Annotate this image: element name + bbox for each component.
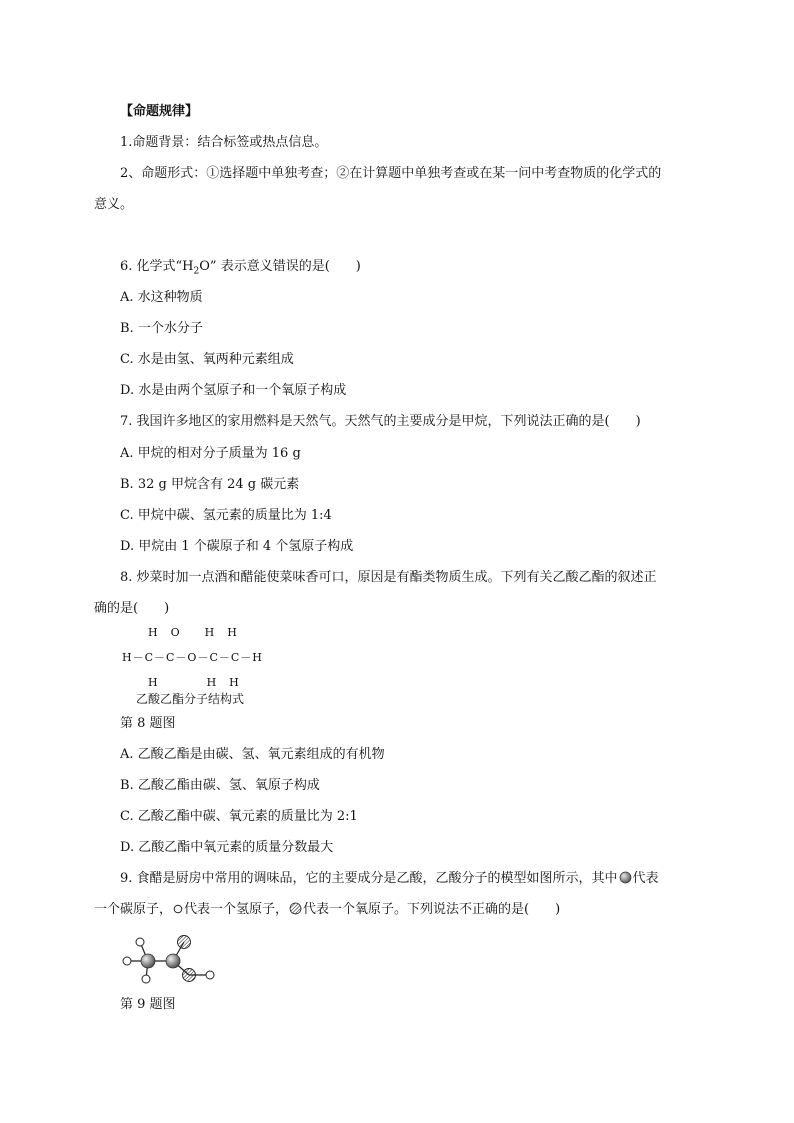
q6-stem-subscript: 2 (193, 266, 200, 277)
rule-point-1: 1.命题背景：结合标签或热点信息。 (120, 135, 328, 150)
q7-option-c[interactable]: C. 甲烷中碳、氢元素的质量比为 1:4 (120, 508, 332, 523)
q6-stem (120, 259, 361, 280)
q6-stem-prefix: 6. 化学式“H (120, 259, 194, 274)
q8-figure-label: 第 8 题图 (120, 716, 176, 731)
q8-option-d[interactable]: D. 乙酸乙酯中氧元素的质量分数最大 (120, 840, 334, 855)
q9-figure-label: 第 9 题图 (120, 997, 176, 1012)
q7-option-a[interactable]: A. 甲烷的相对分子质量为 16 g (120, 446, 301, 461)
oxygen-atom-icon (289, 902, 302, 915)
carbon-atom-icon (619, 871, 632, 884)
q9-stem-part1: 9. 食醋是厨房中常用的调味品，它的主要成分是乙酸，乙酸分子的模型如图所示，其中 (120, 871, 618, 886)
q6-option-c[interactable]: C. 水是由氢、氧两种元素组成 (120, 352, 294, 367)
formula-top-row: H O H H (148, 626, 238, 639)
q8-stem: 8. 炒菜时加一点酒和醋能使菜味香可口，原因是有酯类物质生成。下列有关乙酸乙酯的叙述正 (120, 570, 657, 585)
acetic-acid-model-figure (118, 930, 222, 988)
q9-stem (120, 871, 659, 887)
q9-stem-part5: 代表一个氧原子。下列说法不正确的是( ) (303, 902, 561, 917)
q9-stem-part3: 一个碳原子， (94, 902, 173, 917)
q9-stem-cont (94, 902, 560, 918)
rule-heading: 【命题规律】 (120, 104, 199, 119)
q7-stem: 7. 我国许多地区的家用燃料是天然气。天然气的主要成分是甲烷，下列说法正确的是( ) (120, 414, 641, 429)
q6-option-d[interactable]: D. 水是由两个氢原子和一个氧原子构成 (120, 383, 347, 398)
q8-option-a[interactable]: A. 乙酸乙酯是由碳、氢、氧元素组成的有机物 (120, 747, 385, 762)
q7-option-d[interactable]: D. 甲烷由 1 个碳原子和 4 个氢原子构成 (120, 539, 354, 554)
q9-stem-part4: 代表一个氢原子， (184, 902, 289, 917)
q6-stem-suffix: O” 表示意义错误的是( ) (199, 259, 361, 274)
rule-point-2-cont: 意义。 (94, 197, 134, 212)
hydrogen-atom-icon (173, 904, 183, 914)
q9-stem-part2: 代表 (632, 871, 659, 886)
q7-option-b[interactable]: B. 32 g 甲烷含有 24 g 碳元素 (120, 477, 300, 492)
q6-option-a[interactable]: A. 水这种物质 (120, 290, 203, 305)
formula-bottom-row: H H H (148, 676, 240, 689)
rule-point-2: 2、命题形式：①选择题中单独考查；②在计算题中单独考查或在某一问中考查物质的化学式的 (120, 166, 662, 181)
q8-stem-cont: 确的是( ) (94, 601, 170, 616)
formula-main-row: H－C－C－O－C－C－H (122, 651, 263, 664)
q8-option-c[interactable]: C. 乙酸乙酯中碳、氧元素的质量比为 2:1 (120, 809, 358, 824)
q8-option-b[interactable]: B. 乙酸乙酯由碳、氢、氧原子构成 (120, 778, 320, 793)
formula-caption: 乙酸乙酯分子结构式 (136, 692, 245, 706)
q6-option-b[interactable]: B. 一个水分子 (120, 321, 203, 336)
